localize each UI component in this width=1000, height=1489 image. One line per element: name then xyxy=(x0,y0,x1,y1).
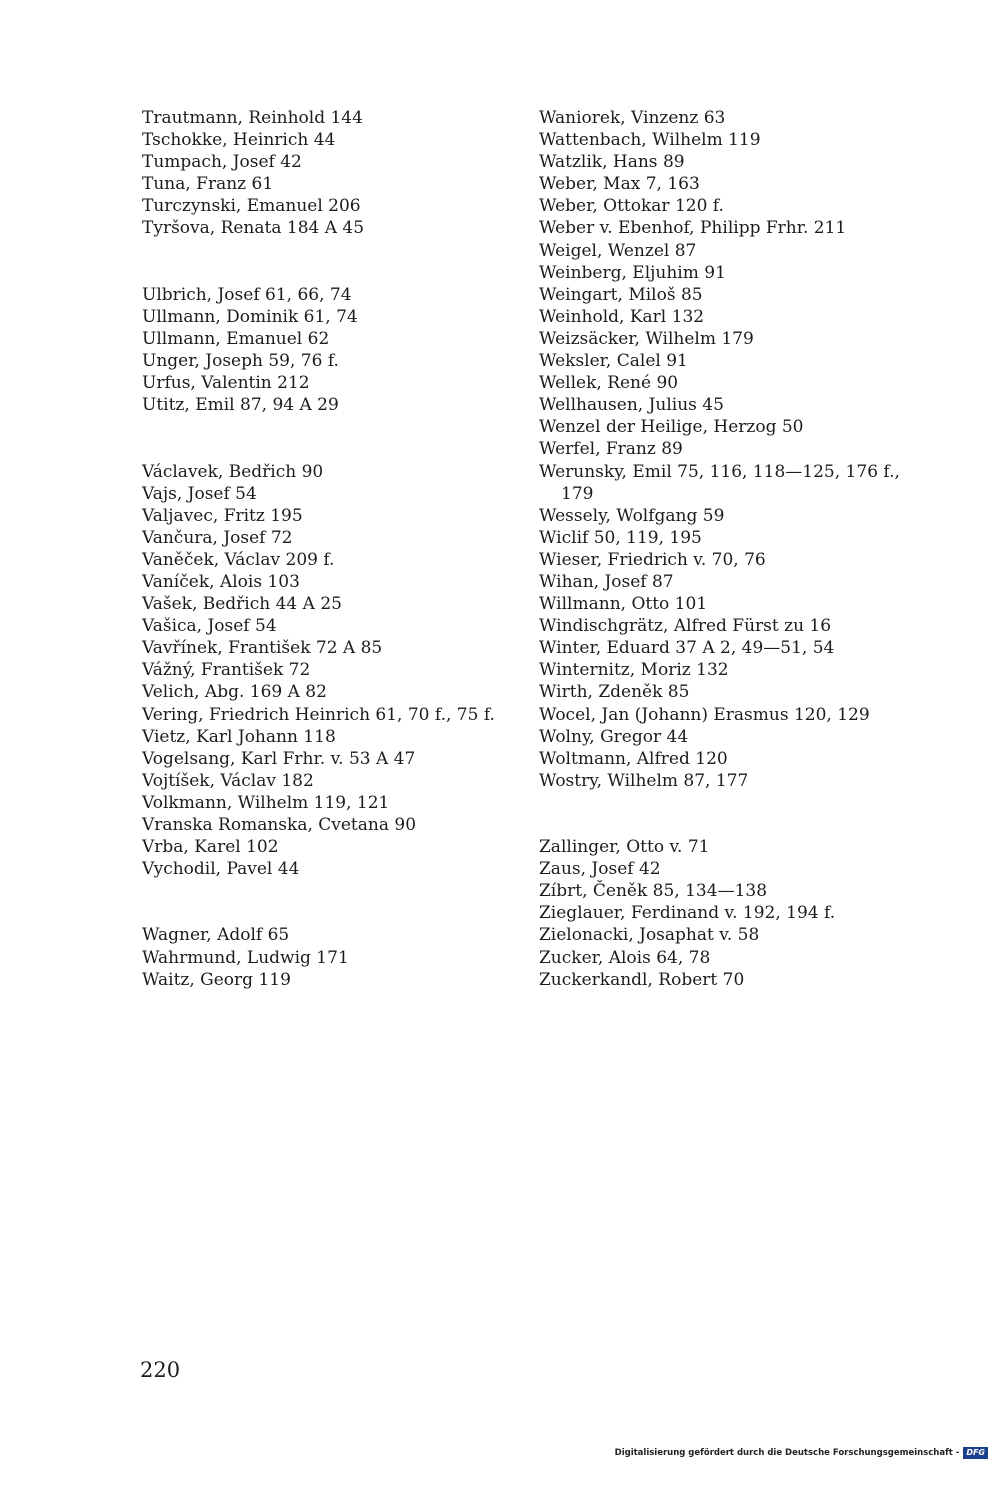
index-entry: Wolny, Gregor 44 xyxy=(539,726,689,747)
index-group xyxy=(142,461,512,881)
index-entry: Unger, Joseph 59, 76 f. xyxy=(142,351,339,372)
index-entry: Weinberg, Eljuhim 91 xyxy=(539,262,726,283)
index-entry: Vašica, Josef 54 xyxy=(142,616,277,637)
index-entry: Wirth, Zdeněk 85 xyxy=(539,682,690,703)
index-entry: Wostry, Wilhelm 87, 177 xyxy=(539,770,749,791)
index-entry: Tyršova, Renata 184 A 45 xyxy=(142,218,365,239)
index-entry: Vaníček, Alois 103 xyxy=(142,571,300,592)
footer-text: Digitalisierung gefördert durch die Deutsche Forschungsgemeinschaft - xyxy=(614,1448,960,1458)
index-entry: Winternitz, Moriz 132 xyxy=(539,660,729,681)
index-group xyxy=(539,836,949,991)
index-entry: Ulbrich, Josef 61, 66, 74 xyxy=(142,284,352,305)
dfg-logo: DFG xyxy=(963,1447,988,1459)
index-entry: Trautmann, Reinhold 144 xyxy=(142,108,363,128)
index-entry: Weber, Ottokar 120 f. xyxy=(539,196,724,217)
index-group xyxy=(142,284,512,417)
index-entry: Weingart, Miloš 85 xyxy=(539,284,703,305)
index-entry: Vering, Friedrich Heinrich 61, 70 f., 75 f. xyxy=(142,704,495,725)
page-number: 220 xyxy=(140,1358,181,1382)
index-entry: Vážný, František 72 xyxy=(142,660,311,681)
index-entry: Zucker, Alois 64, 78 xyxy=(539,947,711,968)
index-entry: Vaněček, Václav 209 f. xyxy=(142,549,335,570)
index-entry: Vogelsang, Karl Frhr. v. 53 A 47 xyxy=(142,748,416,769)
index-entry: Ullmann, Dominik 61, 74 xyxy=(142,306,358,327)
index-entry: Zielonacki, Josaphat v. 58 xyxy=(539,925,760,946)
index-column-left xyxy=(142,107,512,991)
index-entry: Václavek, Bedřich 90 xyxy=(142,461,324,482)
index-entry: Valjavec, Fritz 195 xyxy=(142,505,303,526)
index-entry: Wellek, René 90 xyxy=(539,373,679,394)
index-entry: Ullmann, Emanuel 62 xyxy=(142,328,330,349)
index-entry: Vojtíšek, Václav 182 xyxy=(142,770,314,791)
index-group xyxy=(142,924,512,990)
index-entry: Zallinger, Otto v. 71 xyxy=(539,837,710,858)
index-entry: Vajs, Josef 54 xyxy=(142,483,257,504)
index-entry: Vranska Romanska, Cvetana 90 xyxy=(142,815,417,835)
index-entry: Wattenbach, Wilhelm 119 xyxy=(539,130,761,151)
index-entry: Watzlik, Hans 89 xyxy=(539,152,685,173)
index-entry: Wocel, Jan (Johann) Erasmus 120, 129 xyxy=(539,704,870,725)
index-entry: Tschokke, Heinrich 44 xyxy=(142,130,336,151)
index-entry: Willmann, Otto 101 xyxy=(539,594,708,615)
index-entry: Windischgrätz, Alfred Fürst zu 16 xyxy=(539,616,832,637)
index-entry: Vančura, Josef 72 xyxy=(142,527,293,548)
index-entry: Werfel, Franz 89 xyxy=(539,439,683,460)
index-entry: Zaus, Josef 42 xyxy=(539,859,661,880)
index-entry: Wiclif 50, 119, 195 xyxy=(539,527,702,548)
index-entry: Turczynski, Emanuel 206 xyxy=(142,196,361,217)
index-entry: Woltmann, Alfred 120 xyxy=(539,748,728,769)
index-entry: Zuckerkandl, Robert 70 xyxy=(539,969,745,990)
index-entry: Vašek, Bedřich 44 A 25 xyxy=(142,594,342,615)
index-entry: Weber v. Ebenhof, Philipp Frhr. 211 xyxy=(539,218,847,239)
index-entry: Vychodil, Pavel 44 xyxy=(142,859,300,880)
index-entry: Waniorek, Vinzenz 63 xyxy=(539,108,726,128)
index-entry: Wahrmund, Ludwig 171 xyxy=(142,947,349,968)
index-entry: Weinhold, Karl 132 xyxy=(539,306,705,327)
index-entry: Waitz, Georg 119 xyxy=(142,969,291,990)
index-entry: Werunsky, Emil 75, 116, 118—125, 176 f., xyxy=(539,461,900,482)
index-entry: Tuna, Franz 61 xyxy=(142,174,274,195)
index-entry: Weber, Max 7, 163 xyxy=(539,174,700,195)
index-entry: Wihan, Josef 87 xyxy=(539,571,674,592)
index-column-right xyxy=(539,107,949,991)
index-entry: Wessely, Wolfgang 59 xyxy=(539,505,725,526)
index-entry: Vrba, Karel 102 xyxy=(142,837,279,858)
index-entry: Wellhausen, Julius 45 xyxy=(539,395,724,416)
index-entry: Wenzel der Heilige, Herzog 50 xyxy=(539,417,804,438)
index-entry: Velich, Abg. 169 A 82 xyxy=(142,682,327,703)
index-group xyxy=(142,107,512,240)
index-entry: Vavřínek, František 72 A 85 xyxy=(142,638,383,659)
index-entry-continuation: 179 xyxy=(561,483,594,504)
index-entry: Zieglauer, Ferdinand v. 192, 194 f. xyxy=(539,903,836,924)
index-entry: Wagner, Adolf 65 xyxy=(142,925,290,946)
index-group xyxy=(539,107,949,792)
index-entry: Zíbrt, Čeněk 85, 134—138 xyxy=(539,881,768,902)
index-entry: Tumpach, Josef 42 xyxy=(142,152,302,173)
index-entry: Vietz, Karl Johann 118 xyxy=(142,726,336,747)
index-entry: Utitz, Emil 87, 94 A 29 xyxy=(142,395,339,416)
index-entry: Winter, Eduard 37 A 2, 49—51, 54 xyxy=(539,638,835,659)
index-entry: Volkmann, Wilhelm 119, 121 xyxy=(142,792,390,813)
index-entry: Weigel, Wenzel 87 xyxy=(539,240,697,261)
digitization-footer xyxy=(615,1447,988,1459)
index-entry: Urfus, Valentin 212 xyxy=(142,373,310,394)
index-entry: Wieser, Friedrich v. 70, 76 xyxy=(539,549,766,570)
index-entry: Weizsäcker, Wilhelm 179 xyxy=(539,328,754,349)
index-entry: Weksler, Calel 91 xyxy=(539,351,688,372)
